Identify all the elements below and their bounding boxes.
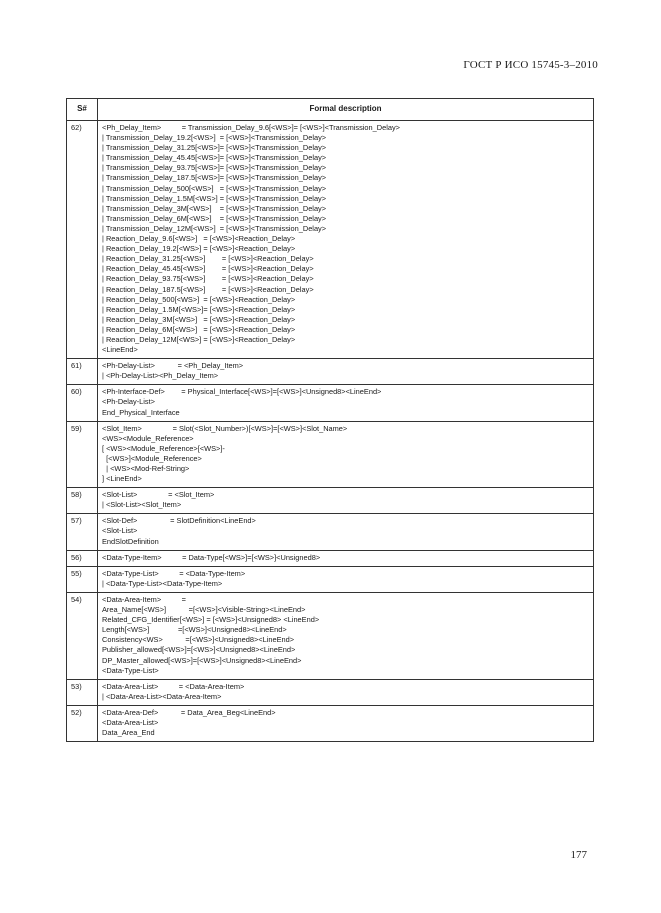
grammar-line: | Reaction_Delay_93.75[<WS>] = [<WS>]<Reaction_Delay> — [102, 274, 314, 284]
rule-number: 62) — [67, 121, 98, 359]
grammar-line: <Ph-Interface-Def> = Physical_Interface[<WS>]=[<WS>]<Unsigned8><LineEnd> — [102, 387, 382, 397]
grammar-line: | Transmission_Delay_500[<WS>] = [<WS>]<Transmission_Delay> — [102, 183, 327, 193]
grammar-line: | <WS><Mod-Ref-String> — [102, 464, 190, 473]
rule-number: 55) — [67, 566, 98, 592]
grammar-line: Area_Name[<WS>] =[<WS>]<Visible-String><LineEnd> — [102, 605, 306, 615]
grammar-line: <Slot-List> = <Slot_Item> — [102, 490, 215, 500]
grammar-line: | Reaction_Delay_19.2[<WS>] = [<WS>]<Reaction_Delay> — [102, 244, 296, 254]
grammar-line: | Reaction_Delay_1.5M[<WS>]= [<WS>]<Reaction_Delay> — [102, 304, 296, 314]
rule-number: 52) — [67, 705, 98, 741]
table-header-row — [67, 99, 594, 121]
document-header: ГОСТ Р ИСО 15745-3–2010 — [463, 59, 598, 71]
table-row — [67, 592, 594, 679]
page-number: 177 — [570, 849, 587, 861]
grammar-line: | Reaction_Delay_3M[<WS>] = [<WS>]<Reaction_Delay> — [102, 314, 296, 324]
table-row — [67, 359, 594, 385]
rule-number: 60) — [67, 385, 98, 421]
rule-description — [98, 421, 594, 488]
grammar-line: | Reaction_Delay_187.5[<WS>] = [<WS>]<Reaction_Delay> — [102, 284, 314, 294]
table-row — [67, 385, 594, 421]
grammar-line: <Data-Area-Def> = Data_Area_Beg<LineEnd> — [102, 707, 276, 717]
rule-number: 54) — [67, 592, 98, 679]
grammar-line: | Transmission_Delay_187.5[<WS>]= [<WS>]<Transmission_Delay> — [102, 173, 327, 183]
grammar-line: | Transmission_Delay_45.45[<WS>]= [<WS>]<Transmission_Delay> — [102, 153, 327, 163]
grammar-line: <WS><Module_Reference> — [102, 433, 194, 443]
grammar-line: Related_CFG_Identifier[<WS>] = [<WS>]<Unsigned8> <LineEnd> — [102, 615, 320, 625]
table-row — [67, 488, 594, 514]
rule-number: 57) — [67, 514, 98, 550]
grammar-line: Publisher_allowed[<WS>]=[<WS>]<Unsigned8><LineEnd> — [102, 645, 296, 655]
grammar-line: | Reaction_Delay_45.45[<WS>] = [<WS>]<Reaction_Delay> — [102, 264, 314, 274]
rule-description — [98, 550, 594, 566]
grammar-line: <Slot_Item> = Slot(<Slot_Number>)[<WS>]=[<WS>]<Slot_Name> — [102, 423, 348, 433]
rule-number: 58) — [67, 488, 98, 514]
formal-description-table — [66, 98, 594, 742]
grammar-line: <Ph-Delay-List> = <Ph_Delay_Item> — [102, 361, 244, 371]
grammar-line: | <Slot-List><Slot_Item> — [102, 500, 182, 510]
table-row — [67, 566, 594, 592]
column-header-description: Formal description — [98, 99, 594, 121]
grammar-line: <Slot-List> — [102, 526, 138, 536]
grammar-line: ] <LineEnd> — [102, 474, 142, 484]
grammar-line: | Reaction_Delay_500[<WS>] = [<WS>]<Reaction_Delay> — [102, 294, 296, 304]
grammar-line: Data_Area_End — [102, 728, 155, 738]
rule-number: 53) — [67, 679, 98, 705]
rule-number: 56) — [67, 550, 98, 566]
grammar-line: <Ph_Delay_Item> = Transmission_Delay_9.6[<WS>]= [<WS>]<Transmission_Delay> — [102, 123, 400, 132]
column-header-number: S# — [67, 99, 98, 121]
table-row — [67, 121, 594, 359]
grammar-line: | <Data-Type-List><Data-Type-Item> — [102, 578, 223, 588]
grammar-line: <Ph-Delay-List> — [102, 397, 155, 407]
rule-description — [98, 566, 594, 592]
rule-description — [98, 679, 594, 705]
grammar-line: | Reaction_Delay_6M[<WS>] = [<WS>]<Reaction_Delay> — [102, 324, 296, 334]
rule-description — [98, 385, 594, 421]
grammar-line: EndSlotDefinition — [102, 536, 159, 546]
grammar-line: <Data-Type-Item> = Data-Type[<WS>]=[<WS>]<Unsigned8> — [102, 552, 321, 562]
table-row — [67, 514, 594, 550]
grammar-line: Length[<WS>] =[<WS>]<Unsigned8><LineEnd> — [102, 625, 287, 635]
table-row — [67, 679, 594, 705]
table-row — [67, 705, 594, 741]
grammar-line: <Data-Area-Item> = — [102, 594, 186, 604]
table-row — [67, 421, 594, 488]
grammar-line: Consistency<WS> =[<WS>]<Unsigned8><LineEnd> — [102, 635, 295, 645]
rule-number: 61) — [67, 359, 98, 385]
rule-number: 59) — [67, 421, 98, 488]
rule-description — [98, 121, 594, 359]
grammar-line: <Data-Type-List> = <Data-Type-Item> — [102, 568, 246, 578]
grammar-line: | <Ph-Delay-List><Ph_Delay_Item> — [102, 371, 219, 381]
rule-description — [98, 592, 594, 679]
rule-description — [98, 705, 594, 741]
rule-description — [98, 488, 594, 514]
grammar-line: | Reaction_Delay_9.6[<WS>] = [<WS>]<Reaction_Delay> — [102, 234, 296, 244]
grammar-line: | Transmission_Delay_12M[<WS>] = [<WS>]<Transmission_Delay> — [102, 223, 327, 233]
table-row — [67, 550, 594, 566]
grammar-line: | Transmission_Delay_93.75[<WS>]= [<WS>]<Transmission_Delay> — [102, 163, 327, 173]
grammar-line: <LineEnd> — [102, 345, 138, 355]
grammar-line: [ <WS><Module_Reference>[<WS>]- — [102, 443, 225, 453]
grammar-line: <Data-Area-List> = <Data-Area-Item> — [102, 681, 245, 691]
grammar-line: [<WS>]<Module_Reference> — [102, 453, 202, 463]
grammar-line: | <Data-Area-List><Data-Area-Item> — [102, 691, 222, 701]
grammar-line: | Reaction_Delay_12M[<WS>] = [<WS>]<Reaction_Delay> — [102, 334, 296, 344]
grammar-line: End_Physical_Interface — [102, 407, 180, 417]
grammar-line: <Slot-Def> = SlotDefinition<LineEnd> — [102, 516, 256, 526]
grammar-line: | Transmission_Delay_19.2[<WS>] = [<WS>]<Transmission_Delay> — [102, 133, 327, 143]
grammar-line: <Data-Area-List> — [102, 717, 159, 727]
rule-description — [98, 359, 594, 385]
grammar-line: <Data-Type-List> — [102, 665, 159, 675]
grammar-line: | Reaction_Delay_31.25[<WS>] = [<WS>]<Reaction_Delay> — [102, 254, 314, 264]
grammar-line: DP_Master_allowed[<WS>]=[<WS>]<Unsigned8><LineEnd> — [102, 655, 302, 665]
grammar-line: | Transmission_Delay_31.25[<WS>]= [<WS>]<Transmission_Delay> — [102, 143, 327, 153]
grammar-line: | Transmission_Delay_6M[<WS>] = [<WS>]<Transmission_Delay> — [102, 213, 327, 223]
rule-description — [98, 514, 594, 550]
grammar-line: | Transmission_Delay_1.5M[<WS>] = [<WS>]<Transmission_Delay> — [102, 193, 327, 203]
grammar-line: | Transmission_Delay_3M[<WS>] = [<WS>]<Transmission_Delay> — [102, 203, 327, 213]
